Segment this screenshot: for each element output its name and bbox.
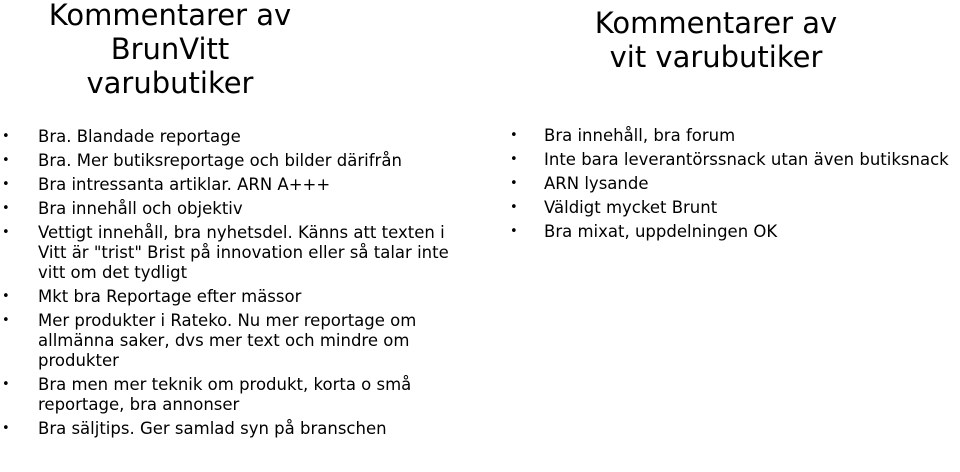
right-heading: Kommentarer av vit varubutiker — [594, 6, 838, 74]
list-item-text: Bra säljtips. Ger samlad syn på branschen — [38, 419, 387, 438]
list-item-text: Bra innehåll och objektiv — [38, 199, 243, 218]
bullet-icon: • — [2, 129, 10, 144]
list-item — [2, 199, 470, 219]
bullet-icon: • — [2, 177, 10, 192]
left-column — [0, 0, 470, 443]
list-item-text: Bra intressanta artiklar. ARN A+++ — [38, 175, 331, 194]
list-item — [2, 175, 470, 195]
bullet-icon: • — [2, 313, 10, 328]
list-item — [2, 311, 470, 371]
bullet-icon: • — [2, 201, 10, 216]
list-item — [510, 198, 960, 218]
bullet-icon: • — [510, 128, 518, 143]
list-item-text: Mkt bra Reportage efter mässor — [38, 287, 302, 306]
list-item-text: Bra mixat, uppdelningen OK — [544, 222, 778, 241]
bullet-icon: • — [2, 377, 10, 392]
list-item — [510, 174, 960, 194]
bullet-icon: • — [510, 200, 518, 215]
list-item — [510, 126, 960, 146]
list-item-text: Bra. Blandade reportage — [38, 127, 241, 146]
list-item — [2, 287, 470, 307]
list-item — [2, 419, 470, 439]
bullet-icon: • — [2, 289, 10, 304]
list-item-text: Bra men mer teknik om produkt, korta o små reportage, bra annonser — [38, 375, 412, 414]
bullet-icon: • — [510, 176, 518, 191]
list-item-text: Bra. Mer butiksreportage och bilder därifrån — [38, 151, 402, 170]
list-item-text: Bra innehåll, bra forum — [544, 126, 736, 145]
bullet-icon: • — [2, 225, 10, 240]
bullet-icon: • — [2, 153, 10, 168]
left-bullet-list — [2, 127, 470, 439]
list-item — [2, 375, 470, 415]
list-item — [2, 223, 470, 283]
bullet-icon: • — [510, 224, 518, 239]
list-item — [2, 127, 470, 147]
list-item — [510, 150, 960, 170]
right-bullet-list — [510, 126, 960, 242]
list-item-text: ARN lysande — [544, 174, 649, 193]
bullet-icon: • — [510, 152, 518, 167]
list-item-text: Inte bara leverantörssnack utan även butiksnack — [544, 150, 949, 169]
right-column — [500, 0, 960, 246]
list-item — [2, 151, 470, 171]
left-heading: Kommentarer av BrunVitt varubutiker — [48, 0, 292, 100]
list-item — [510, 222, 960, 242]
list-item-text: Vettigt innehåll, bra nyhetsdel. Känns att texten i Vitt är "trist" Brist på innovation eller så talar inte vitt om det tydligt — [38, 223, 449, 282]
bullet-icon: • — [2, 421, 10, 436]
list-item-text: Väldigt mycket Brunt — [544, 198, 718, 217]
list-item-text: Mer produkter i Rateko. Nu mer reportage om allmänna saker, dvs mer text och mindre om produkter — [38, 311, 417, 370]
